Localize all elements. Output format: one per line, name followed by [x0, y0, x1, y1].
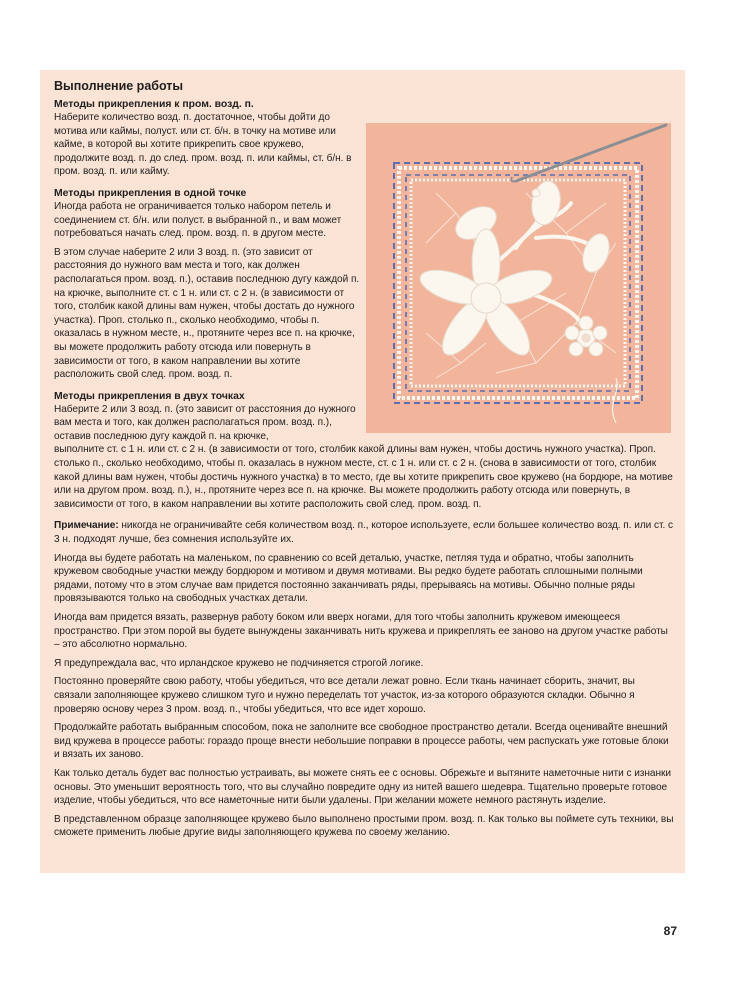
section-heading-1: Методы прикрепления к пром. возд. п.	[54, 99, 254, 110]
paragraph: Постоянно проверяйте свою работу, чтобы убедиться, что все детали лежат ровно. Если ткань начинает сборить, значит, вы связали заполняющее кружево слишком туго и нужно переделать тот участок, из-за которого образуются складки. Обычно я проверяю основу через 3 пром. возд. п., чтобы убедиться, что все идет хорошо.	[54, 676, 635, 715]
lace-motif-photo	[366, 123, 671, 433]
section-heading-3: Методы прикрепления в двух точках	[54, 390, 245, 402]
page-title: Выполнение работы	[54, 79, 184, 93]
paragraph: Как только деталь будет вас полностью устраивать, вы можете снять ее с основы. Обрежьте и вытяните наметочные нити с изнанки основы. Это уменьшит вероятность того, что вы случайно повредите одну из нитей вашего шедевра. Тщательно проверьте готовое изделие, чтобы убедиться, что все наметочные нити были удалены. При желании можете немного растянуть изделие.	[54, 767, 671, 807]
paragraph: Иногда работа не ограничивается только набором петель и соединением ст. б/н. или полуст. в выбранной п., и вам может потребоваться начать след. пром. возд. п. в другом месте.	[54, 200, 342, 240]
paragraph: выполните ст. с 1 н. или ст. с 2 н. (в зависимости от того, столбик какой длины вам нужен, чтобы достичь нужного участка). Проп. столько п., сколько необходимо, чтобы п. оказалась в нужном месте, ст. с 1 н. или ст. с 2 н. (снова в зависимости от того, столбик какой длины вам нужен, чтобы достичь нужного участка) в то место, где вы хотите прикрепить свое кружево (на бордюре, на мотиве или на другом пром. возд. п.), н., протяните через все п. на крючке. Вы можете продолжить работу отсюда или повернуть, в зависимости от того, в каком направлении вы хотите расположить свой след. пром. возд. п.	[54, 444, 673, 510]
section-heading-2: Методы прикрепления в одной точке	[54, 187, 247, 199]
paragraph: Наберите количество возд. п. достаточное, чтобы дойти до мотива или каймы, полуст. или ст. б/н. в точку на мотиве или кайме, в которой вы хотите прикрепить свое кружево, продолжите возд. п. до след. пром. возд. п. или каймы, ст. б/н. в пром. возд. п. или кайму.	[54, 112, 352, 178]
paragraph: Иногда вы будете работать на маленьком, по сравнению со всей деталью, участке, петляя туда и обратно, чтобы заполнить кружевом свободные участки между бордюром и мотивом и двумя мотивами. Вы редко будете работать сплошными полными рядами, потому что в этом случае вам придется постоянно заканчивать ряды, прерываясь на мотивы. Обычно полные ряды провязываются только на свободных участках детали.	[54, 552, 643, 605]
paragraph: В этом случае наберите 2 или 3 возд. п. (это зависит от расстояния до нужного вам места и того, как должен располагаться пром. возд. п.), оставив последнюю дугу каждой п. на крючке, выполните ст. с 1 н. или ст. с 2 н. (в зависимости от того, столбик какой длины вам нужен, чтобы достать до нужного участка). Проп. столько п., сколько необходимо, чтобы п. оказалась в нужном месте, н., протяните через все п. на крючке, вы можете продолжить работу отсюда или повернуть в зависимости от того, в каком направлении вы хотите расположить свой след. пром. возд. п.	[54, 246, 360, 381]
content-panel	[40, 70, 685, 873]
paragraph: В представленном образце заполняющее кружево было выполнено простыми пром. возд. п. Как только вы поймете суть техники, вы сможете применить любые другие виды заполняющего кружева по своему желанию.	[54, 813, 674, 839]
paragraph: Продолжайте работать выбранным способом, пока не заполните все свободное пространство детали. Всегда оценивайте внешний вид кружева в процессе работы: гораздо проще внести небольшие поправки в процессе работы, чем распускать уже готовые блоки и вязать их заново.	[54, 722, 669, 761]
note-label: Примечание:	[54, 520, 119, 532]
paragraph: Наберите 2 или 3 возд. п. (это зависит от расстояния до нужного вам места и того, как должен располагаться пром. возд. п.), оставив последнюю дугу каждой п. на крючке,	[54, 403, 356, 442]
paragraph: Я предупреждала вас, что ирландское кружево не подчиняется строгой логике.	[54, 657, 424, 669]
note-text: никогда не ограничивайте себя количеством возд. п., которое используете, если большее количество возд. п. или ст. с 3 н. подходят лучше, без сомнения используйте их.	[54, 520, 673, 546]
paragraph: Иногда вам придется вязать, развернув работу боком или вверх ногами, для того чтобы заполнить кружевом имеющееся пространство. При этом порой вы будете вынуждены заканчивать нить кружева и прикреплять ее заново на другом участке работы – это абсолютно нормально.	[54, 612, 668, 651]
note-paragraph	[54, 519, 674, 546]
page-number: 87	[663, 924, 677, 938]
